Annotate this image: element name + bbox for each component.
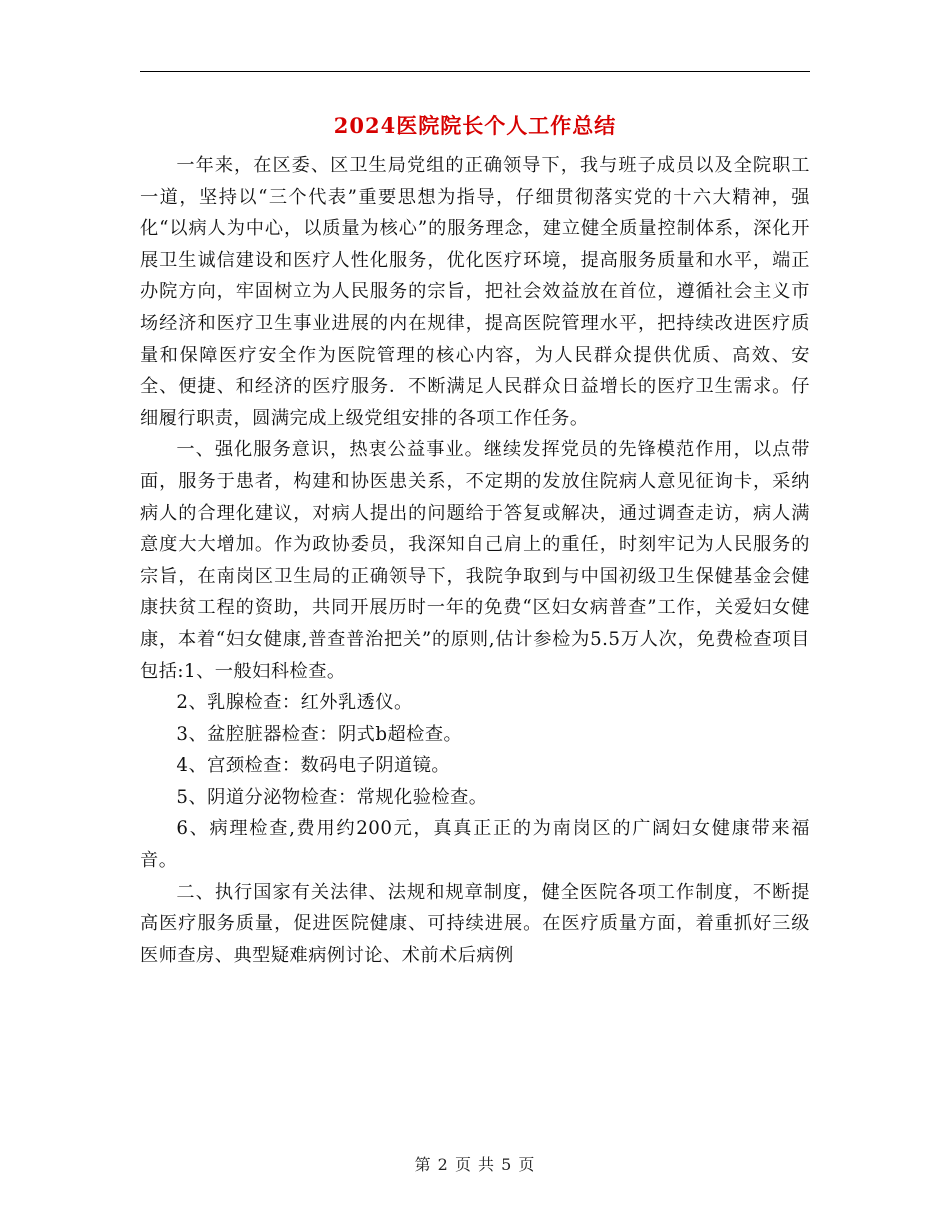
page-number-footer: 第 2 页 共 5 页 bbox=[414, 1155, 536, 1174]
list-item-secretion-exam: 5、阴道分泌物检查：常规化验检查。 bbox=[176, 786, 488, 808]
document-body bbox=[140, 150, 810, 971]
paragraph-section-two: 二、执行国家有关法律、法规和规章制度，健全医院各项工作制度，不断提高医疗服务质量，促进医院健康、可持续进展。在医疗质量方面，着重抓好三级医师查房、典型疑难病例讨论、术前术后病例 bbox=[140, 881, 810, 966]
header-rule bbox=[140, 71, 810, 72]
list-item-pelvic-exam: 3、盆腔脏器检查：阴式b超检查。 bbox=[176, 723, 463, 745]
list-item-pathology-exam: 6、病理检查,费用约200元，真真正正的为南岗区的广阔妇女健康带来福音。 bbox=[140, 818, 810, 872]
list-item-cervical-exam: 4、宫颈检查：数码电子阴道镜。 bbox=[176, 755, 451, 777]
paragraph-intro: 一年来，在区委、区卫生局党组的正确领导下，我与班子成员以及全院职工一道，坚持以“三个代表”重要思想为指导，仔细贯彻落实党的十六大精神，强化“以病人为中心，以质量为核心”的服务理念，建立健全质量控制体系，深化开展卫生诚信建设和医疗人性化服务，优化医疗环境，提高服务质量和水平，端正办院方向，牢固树立为人民服务的宗旨，把社会效益放在首位，遵循社会主义市场经济和医疗卫生事业进展的内在规律，提高医院管理水平，把持续改进医疗质量和保障医疗安全作为医院管理的核心内容，为人民群众提供优质、高效、安全、便捷、和经济的医疗服务．不断满足人民群众日益增长的医疗卫生需求。仔细履行职责，圆满完成上级党组安排的各项工作任务。 bbox=[140, 155, 810, 429]
document-title: 2024医院院长个人工作总结 bbox=[333, 113, 617, 138]
paragraph-section-one: 一、强化服务意识，热衷公益事业。继续发挥党员的先锋模范作用，以点带面，服务于患者，构建和协医患关系，不定期的发放住院病人意见征询卡，采纳病人的合理化建议，对病人提出的问题给于答复或解决，通过调查走访，病人满意度大大增加。作为政协委员，我深知自己肩上的重任，时刻牢记为人民服务的宗旨，在南岗区卫生局的正确领导下，我院争取到与中国初级卫生保健基金会健康扶贫工程的资助，共同开展历时一年的免费“区妇女病普查”工作，关爱妇女健康，本着“妇女健康,普查普治把关”的原则,估计参检为5.5万人次，免费检查项目包括:1、一般妇科检查。 bbox=[140, 439, 810, 682]
list-item-breast-exam: 2、乳腺检查：红外乳透仪。 bbox=[176, 692, 413, 714]
